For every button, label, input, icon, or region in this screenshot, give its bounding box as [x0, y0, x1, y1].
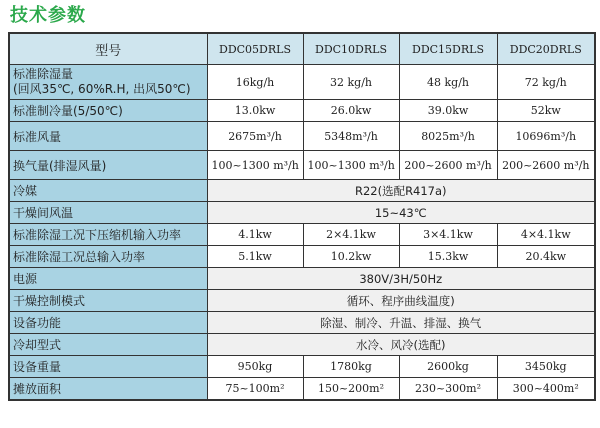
table-cell: 13.0kw: [207, 100, 303, 122]
table-cell: 72 kg/h: [497, 65, 595, 100]
table-cell: 3450kg: [497, 356, 595, 378]
row-label: 标准除湿工况总输入功率: [9, 246, 207, 268]
row-label: 换气量(排湿风量): [9, 151, 207, 180]
table-row: [9, 334, 595, 356]
table-row: [9, 268, 595, 290]
row-label: 设备功能: [9, 312, 207, 334]
table-cell: 39.0kw: [399, 100, 497, 122]
model-header: DDC05DRLS: [207, 33, 303, 65]
model-header: DDC20DRLS: [497, 33, 595, 65]
row-label: 标准除湿工况下压缩机输入功率: [9, 224, 207, 246]
table-cell: 150~200m²: [303, 378, 399, 401]
row-label: 冷却型式: [9, 334, 207, 356]
table-cell: 100~1300 m³/h: [207, 151, 303, 180]
table-cell: 32 kg/h: [303, 65, 399, 100]
table-cell: 4×4.1kw: [497, 224, 595, 246]
table-cell: 4.1kw: [207, 224, 303, 246]
table-cell: 1780kg: [303, 356, 399, 378]
row-label-sub: (回风35℃, 60%R.H, 出风50℃): [13, 82, 191, 96]
table-cell: 100~1300 m³/h: [303, 151, 399, 180]
table-cell: 75~100m²: [207, 378, 303, 401]
table-cell: 20.4kw: [497, 246, 595, 268]
merged-cell: 380V/3H/50Hz: [207, 268, 595, 290]
row-label: 冷媒: [9, 180, 207, 202]
row-label: 干燥间风温: [9, 202, 207, 224]
table-cell: 10.2kw: [303, 246, 399, 268]
table-cell: 15.3kw: [399, 246, 497, 268]
merged-cell: 循环、程序曲线温度): [207, 290, 595, 312]
row-label: 电源: [9, 268, 207, 290]
row-label: 标准制冷量(5/50℃): [9, 100, 207, 122]
table-cell: 2×4.1kw: [303, 224, 399, 246]
row-label: 设备重量: [9, 356, 207, 378]
table-row: [9, 180, 595, 202]
row-label: [9, 65, 207, 100]
row-label: 标准风量: [9, 122, 207, 151]
row-label: 干燥控制模式: [9, 290, 207, 312]
table-row: [9, 202, 595, 224]
table-cell: 10696m³/h: [497, 122, 595, 151]
table-row: [9, 224, 595, 246]
table-row: [9, 122, 595, 151]
table-row: [9, 151, 595, 180]
table-cell: 300~400m²: [497, 378, 595, 401]
model-header: DDC10DRLS: [303, 33, 399, 65]
table-cell: 26.0kw: [303, 100, 399, 122]
merged-cell: 15~43℃: [207, 202, 595, 224]
model-header-label: 型号: [9, 33, 207, 65]
table-cell: 52kw: [497, 100, 595, 122]
table-row: [9, 378, 595, 401]
row-label-main: 标准除湿量: [13, 67, 74, 81]
merged-cell: 水冷、风冷(选配): [207, 334, 595, 356]
table-cell: 230~300m²: [399, 378, 497, 401]
merged-cell: 除湿、制冷、升温、排湿、换气: [207, 312, 595, 334]
table-cell: 200~2600 m³/h: [497, 151, 595, 180]
table-cell: 5348m³/h: [303, 122, 399, 151]
model-header: DDC15DRLS: [399, 33, 497, 65]
table-row: [9, 246, 595, 268]
spec-table: [8, 32, 596, 401]
table-cell: 200~2600 m³/h: [399, 151, 497, 180]
table-row: [9, 65, 595, 100]
table-cell: 2675m³/h: [207, 122, 303, 151]
table-cell: 8025m³/h: [399, 122, 497, 151]
table-row: [9, 100, 595, 122]
table-row: [9, 312, 595, 334]
table-cell: 950kg: [207, 356, 303, 378]
table-row: [9, 356, 595, 378]
table-cell: 16kg/h: [207, 65, 303, 100]
table-cell: 5.1kw: [207, 246, 303, 268]
row-label: 摊放面积: [9, 378, 207, 401]
table-cell: 2600kg: [399, 356, 497, 378]
table-cell: 48 kg/h: [399, 65, 497, 100]
page-title: 技术参数: [10, 5, 86, 26]
merged-cell: R22(选配R417a): [207, 180, 595, 202]
table-row: [9, 290, 595, 312]
header-row: [9, 33, 595, 65]
table-cell: 3×4.1kw: [399, 224, 497, 246]
